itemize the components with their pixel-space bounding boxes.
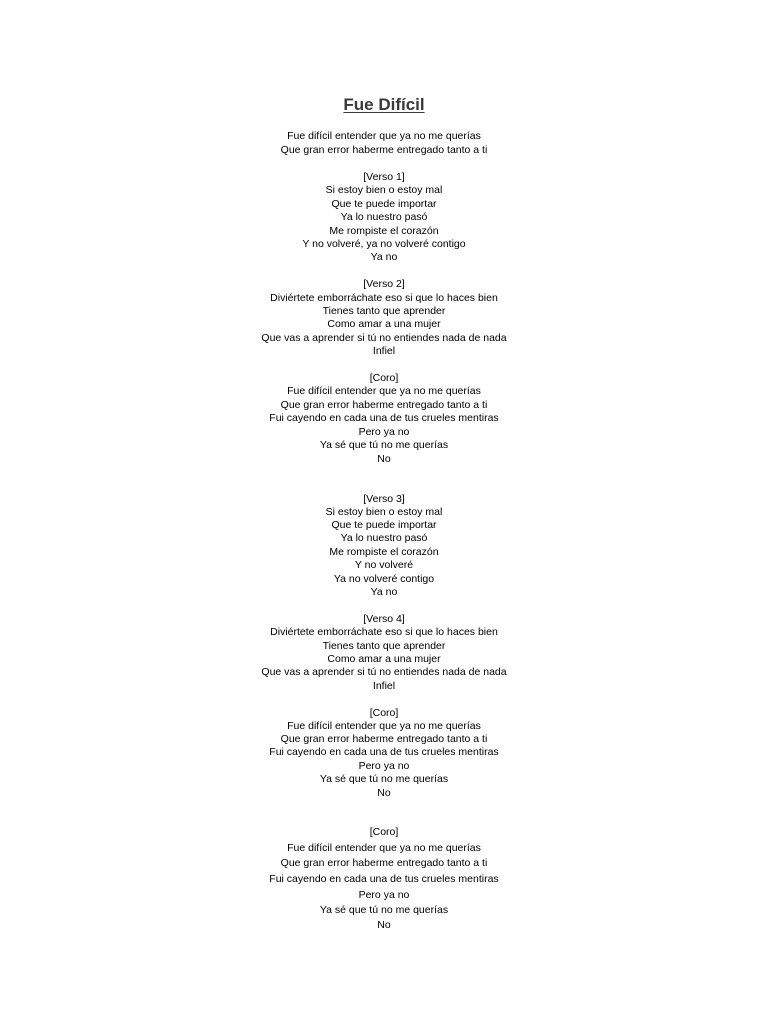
lyric-line: Pero ya no bbox=[358, 889, 410, 901]
lyric-line: Fui cayendo en cada una de tus crueles mentiras bbox=[269, 746, 499, 758]
lyric-line: Que vas a aprender si tú no entiendes nada de nada bbox=[261, 332, 507, 344]
lyric-line: Si estoy bien o estoy mal bbox=[325, 506, 443, 518]
lyric-line: Que gran error haberme entregado tanto a ti bbox=[280, 399, 488, 411]
lyric-line: Pero ya no bbox=[358, 426, 410, 438]
lyric-line: Que te puede importar bbox=[331, 198, 437, 210]
lyric-line: Fue difícil entender que ya no me querías bbox=[287, 130, 481, 142]
lyric-line: Ya no volveré contigo bbox=[333, 573, 435, 585]
section-heading: [Coro] bbox=[369, 707, 399, 719]
lyric-line: Fui cayendo en cada una de tus crueles mentiras bbox=[269, 412, 499, 424]
lyric-line: Que gran error haberme entregado tanto a ti bbox=[280, 144, 488, 156]
section-heading: [Verso 1] bbox=[363, 171, 405, 183]
lyric-line: Como amar a una mujer bbox=[327, 653, 441, 665]
lyric-line: Tienes tanto que aprender bbox=[322, 305, 446, 317]
lyric-line: Ya sé que tú no me querías bbox=[319, 439, 449, 451]
lyric-line: Diviértete emborráchate eso si que lo haces bien bbox=[270, 292, 498, 304]
lyric-line: Ya sé que tú no me querías bbox=[319, 773, 449, 785]
lyric-line: Fue difícil entender que ya no me querías bbox=[287, 842, 481, 854]
lyric-line: Tienes tanto que aprender bbox=[322, 640, 446, 652]
lyric-line: Si estoy bien o estoy mal bbox=[325, 184, 443, 196]
lyric-line: Infiel bbox=[372, 345, 396, 357]
lyric-line: Me rompiste el corazón bbox=[329, 546, 439, 558]
lyric-line: Que gran error haberme entregado tanto a ti bbox=[280, 733, 488, 745]
lyric-line: Ya no bbox=[370, 251, 398, 263]
lyric-line: Diviértete emborráchate eso si que lo haces bien bbox=[270, 626, 498, 638]
lyric-line: Infiel bbox=[372, 680, 396, 692]
lyric-line: Ya lo nuestro pasó bbox=[340, 532, 428, 544]
lyric-line: Fue difícil entender que ya no me querías bbox=[287, 720, 481, 732]
section-heading: [Verso 2] bbox=[363, 278, 405, 290]
lyric-line: No bbox=[377, 787, 391, 799]
lyric-line: No bbox=[377, 919, 391, 931]
page-title: Fue Difícil bbox=[343, 95, 425, 114]
lyric-line: Ya lo nuestro pasó bbox=[340, 211, 428, 223]
lyric-line: Me rompiste el corazón bbox=[329, 225, 439, 237]
lyric-line: No bbox=[377, 453, 391, 465]
lyric-line: Ya sé que tú no me querías bbox=[319, 904, 449, 916]
lyric-line: Pero ya no bbox=[358, 760, 410, 772]
lyric-line: Y no volveré, ya no volveré contigo bbox=[302, 238, 466, 250]
lyric-line: Ya no bbox=[370, 586, 398, 598]
lyric-line: Como amar a una mujer bbox=[327, 318, 441, 330]
lyric-line: Que vas a aprender si tú no entiendes nada de nada bbox=[261, 666, 507, 678]
lyric-line: Fue difícil entender que ya no me querías bbox=[287, 385, 481, 397]
lyric-line: Fui cayendo en cada una de tus crueles mentiras bbox=[269, 873, 499, 885]
section-heading: [Verso 3] bbox=[363, 493, 405, 505]
section-heading: [Coro] bbox=[369, 372, 399, 384]
section-heading: [Verso 4] bbox=[363, 613, 405, 625]
lyric-line: Y no volveré bbox=[354, 559, 414, 571]
section-heading: [Coro] bbox=[369, 826, 399, 838]
lyric-line: Que te puede importar bbox=[331, 519, 437, 531]
lyric-line: Que gran error haberme entregado tanto a ti bbox=[280, 857, 488, 869]
